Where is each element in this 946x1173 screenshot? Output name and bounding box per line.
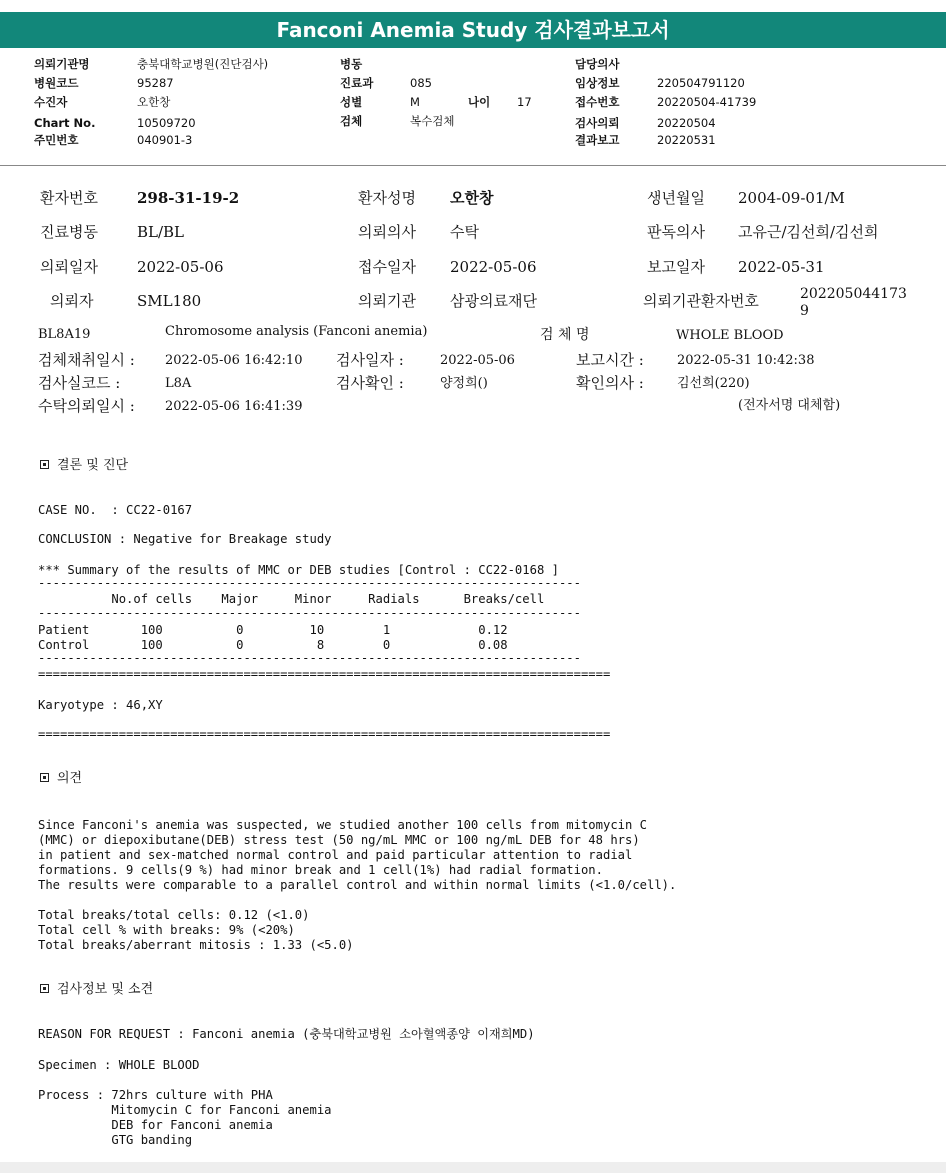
dash-divider-3: -------------------------------------------------------------------------- <box>38 651 581 665</box>
table-row-patient: Patient 100 0 10 1 0.12 <box>38 623 508 637</box>
clinical-value: 220504791120 <box>657 76 745 90</box>
specimen-value: 복수검체 <box>410 114 455 128</box>
test-name: Chromosome analysis (Fanconi anemia) <box>165 324 428 339</box>
process-line-4: GTG banding <box>38 1133 193 1147</box>
reading-label: 판독의사 <box>647 223 705 241</box>
institution-label: 의뢰기관명 <box>34 57 90 71</box>
clinical-label: 임상정보 <box>575 76 620 90</box>
equals-divider-2: ============================================================================== <box>38 727 611 741</box>
requester-value: SML180 <box>137 292 202 310</box>
lab-code-label: 검사실코드 : <box>38 374 121 392</box>
ward-label: 병동 <box>340 57 363 71</box>
recv-date-label: 접수일자 <box>358 258 416 276</box>
opinion-line-5: The results were comparable to a parallel control and within normal limits (<1.0/cell). <box>38 878 677 892</box>
specimen-name-label: 검 체 명 <box>540 327 590 343</box>
total-line-3: Total breaks/aberrant mitosis : 1.33 (<5.0) <box>38 938 354 952</box>
receipt-label: 접수번호 <box>575 95 620 109</box>
sex-label: 성별 <box>340 95 363 109</box>
ref-doctor-label: 의뢰의사 <box>358 223 416 241</box>
section-testinfo-heading: 검사정보 및 소견 <box>40 982 153 998</box>
pid-value: 298-31-19-2 <box>137 189 240 207</box>
header-divider <box>0 165 946 166</box>
reason-text: REASON FOR REQUEST : Fanconi anemia (충북대학교병원 소아혈액종양 이재희MD) <box>38 1027 535 1041</box>
age-label: 나이 <box>468 95 491 109</box>
hospital-code-label: 병원코드 <box>34 76 79 90</box>
total-line-2: Total cell % with breaks: 9% (<20%) <box>38 923 295 937</box>
summary-title: *** Summary of the results of MMC or DEB studies [Control : CC22-0168 ] <box>38 563 559 577</box>
name-label: 환자성명 <box>358 189 416 207</box>
recv-date-value: 2022-05-06 <box>450 258 537 276</box>
ward2-value: BL/BL <box>137 223 185 241</box>
rep-date-value: 2022-05-31 <box>738 258 825 276</box>
process-line-3: DEB for Fanconi anemia <box>38 1118 273 1132</box>
ward2-label: 진료병동 <box>40 223 98 241</box>
name-value: 오한창 <box>450 189 494 207</box>
dept-value: 085 <box>410 76 432 90</box>
equals-divider-1: ============================================================================== <box>38 667 611 681</box>
req-date-value: 2022-05-06 <box>137 258 224 276</box>
specimen-label: 검체 <box>340 114 363 128</box>
ref-pid-label: 의뢰기관환자번호 <box>643 292 759 310</box>
opinion-line-4: formations. 9 cells(9 %) had minor break and 1 cell(1%) had radial formation. <box>38 863 603 877</box>
institution-value: 충북대학교병원(진단검사) <box>137 57 269 71</box>
dash-divider-2: -------------------------------------------------------------------------- <box>38 606 581 620</box>
confirm-label: 검사확인 : <box>336 374 404 392</box>
accept-label: 수탁의뢰일시 : <box>38 397 135 415</box>
age-value: 17 <box>517 95 532 109</box>
test-code: BL8A19 <box>38 327 91 342</box>
pid-label: 환자번호 <box>40 189 98 207</box>
req-date-label: 의뢰일자 <box>40 258 98 276</box>
bottom-scroll-area <box>0 1162 946 1173</box>
section-opinion-heading: 의견 <box>40 771 82 787</box>
opinion-line-3: in patient and sex-matched normal control and paid particular attention to radial <box>38 848 633 862</box>
report-title: Fanconi Anemia Study 검사결과보고서 <box>0 12 946 48</box>
confirm-doc-value: 김선희(220) <box>677 376 750 391</box>
dash-divider-1: -------------------------------------------------------------------------- <box>38 576 581 590</box>
report-value: 20220531 <box>657 133 716 147</box>
ref-inst-label: 의뢰기관 <box>358 292 416 310</box>
ref-pid-value: 202205044173 <box>800 286 907 302</box>
dob-value: 2004-09-01/M <box>738 189 845 207</box>
karyotype-text: Karyotype : 46,XY <box>38 698 163 712</box>
patient-value: 오한창 <box>137 95 171 109</box>
resident-value: 040901-3 <box>137 133 193 147</box>
confirm-doc-label: 확인의사 : <box>576 374 644 392</box>
dob-label: 생년월일 <box>647 189 705 207</box>
receipt-value: 20220504-41739 <box>657 95 757 109</box>
request-value: 20220504 <box>657 116 716 130</box>
section-conclusion-heading: 결론 및 진단 <box>40 458 128 474</box>
chart-label: Chart No. <box>34 116 96 130</box>
accept-value: 2022-05-06 16:41:39 <box>165 399 303 414</box>
specimen-text: Specimen : WHOLE BLOOD <box>38 1058 200 1072</box>
summary-table-header: No.of cells Major Minor Radials Breaks/cell <box>38 592 545 606</box>
resident-label: 주민번호 <box>34 133 79 147</box>
confirm-value: 양정희() <box>440 376 488 391</box>
rep-date-label: 보고일자 <box>647 258 705 276</box>
table-row-control: Control 100 0 8 0 0.08 <box>38 638 508 652</box>
reading-value: 고유근/김선희/김선희 <box>738 223 879 241</box>
square-bullet-icon <box>40 460 49 469</box>
ref-doctor-value: 수탁 <box>450 223 479 241</box>
dept-label: 진료과 <box>340 76 374 90</box>
lab-code-value: L8A <box>165 376 192 391</box>
hospital-code-value: 95287 <box>137 76 174 90</box>
specimen-name-value: WHOLE BLOOD <box>676 328 784 343</box>
collect-label: 검체채취일시 : <box>38 351 135 369</box>
opinion-line-1: Since Fanconi's anemia was suspected, we studied another 100 cells from mitomycin C <box>38 818 648 832</box>
collect-value: 2022-05-06 16:42:10 <box>165 353 303 368</box>
patient-label: 수진자 <box>34 95 68 109</box>
square-bullet-icon <box>40 773 49 782</box>
process-line-1: Process : 72hrs culture with PHA <box>38 1088 273 1102</box>
esign-note: (전자서명 대체함) <box>738 398 841 413</box>
report-time-value: 2022-05-31 10:42:38 <box>677 353 815 368</box>
conclusion-text: CONCLUSION : Negative for Breakage study <box>38 532 332 546</box>
process-line-2: Mitomycin C for Fanconi anemia <box>38 1103 332 1117</box>
report-time-label: 보고시간 : <box>576 351 644 369</box>
report-label: 결과보고 <box>575 133 620 147</box>
doctor-label: 담당의사 <box>575 57 620 71</box>
ref-pid-value-cont: 9 <box>800 303 809 319</box>
sex-value: M <box>410 95 420 109</box>
case-number: CASE NO. : CC22-0167 <box>38 503 193 517</box>
total-line-1: Total breaks/total cells: 0.12 (<1.0) <box>38 908 310 922</box>
request-label: 검사의뢰 <box>575 116 620 130</box>
opinion-line-2: (MMC) or diepoxibutane(DEB) stress test (50 ng/mL MMC or 100 ng/mL DEB for 48 hrs) <box>38 833 640 847</box>
test-date-value: 2022-05-06 <box>440 353 515 368</box>
requester-label: 의뢰자 <box>50 292 94 310</box>
square-bullet-icon <box>40 984 49 993</box>
test-date-label: 검사일자 : <box>336 351 404 369</box>
chart-value: 10509720 <box>137 116 196 130</box>
ref-inst-value: 삼광의료재단 <box>450 292 537 310</box>
